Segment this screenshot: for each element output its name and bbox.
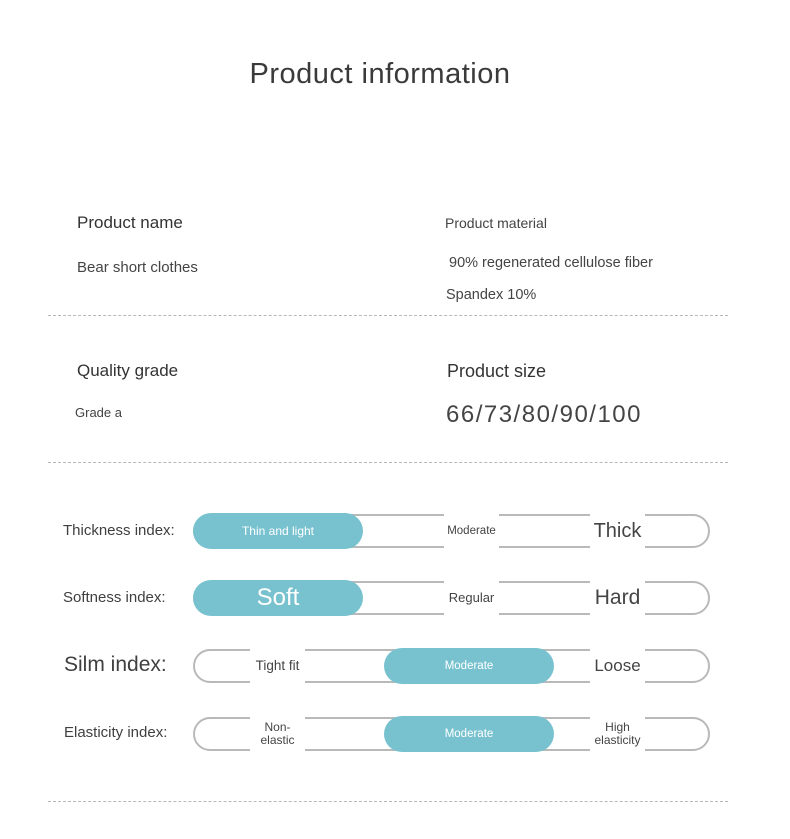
softness-option-hard[interactable]: Hard [590, 581, 645, 615]
product-size-label: Product size [447, 361, 547, 381]
page-title: Product information [249, 58, 511, 90]
silm-index-label: Silm index: [64, 653, 167, 676]
elasticity-option-non-elastic[interactable]: Non-elastic [250, 717, 305, 751]
thickness-option-moderate[interactable]: Moderate [444, 514, 499, 548]
softness-index-label: Softness index: [63, 589, 166, 606]
quality-grade-value: Grade a [75, 405, 122, 420]
silm-index-scale [193, 649, 710, 683]
silm-option-loose[interactable]: Loose [590, 649, 645, 683]
divider-2 [48, 462, 728, 463]
thickness-index-label: Thickness index: [63, 522, 175, 539]
thickness-option-thick[interactable]: Thick [590, 514, 645, 548]
elasticity-index-label: Elasticity index: [64, 724, 168, 741]
divider-1 [48, 315, 728, 316]
quality-grade-label: Quality grade [77, 361, 179, 380]
thickness-option-thin-and-light[interactable]: Thin and light [193, 513, 363, 549]
silm-option-tight-fit[interactable]: Tight fit [250, 649, 305, 683]
product-name-value: Bear short clothes [77, 259, 198, 276]
elasticity-option-high-elasticity[interactable]: High elasticity [590, 717, 645, 751]
softness-option-regular[interactable]: Regular [444, 581, 499, 615]
silm-option-moderate[interactable]: Moderate [384, 648, 554, 684]
softness-option-soft[interactable]: Soft [193, 580, 363, 616]
divider-3 [48, 801, 728, 802]
product-material-line2: Spandex 10% [446, 287, 537, 303]
product-material-line1: 90% regenerated cellulose fiber [449, 255, 653, 271]
thickness-index-scale [193, 514, 710, 548]
softness-index-scale [193, 581, 710, 615]
elasticity-index-scale [193, 717, 710, 751]
product-material-label: Product material [445, 215, 547, 231]
product-name-label: Product name [77, 213, 183, 232]
elasticity-option-moderate[interactable]: Moderate [384, 716, 554, 752]
product-size-value: 66/73/80/90/100 [446, 401, 642, 428]
